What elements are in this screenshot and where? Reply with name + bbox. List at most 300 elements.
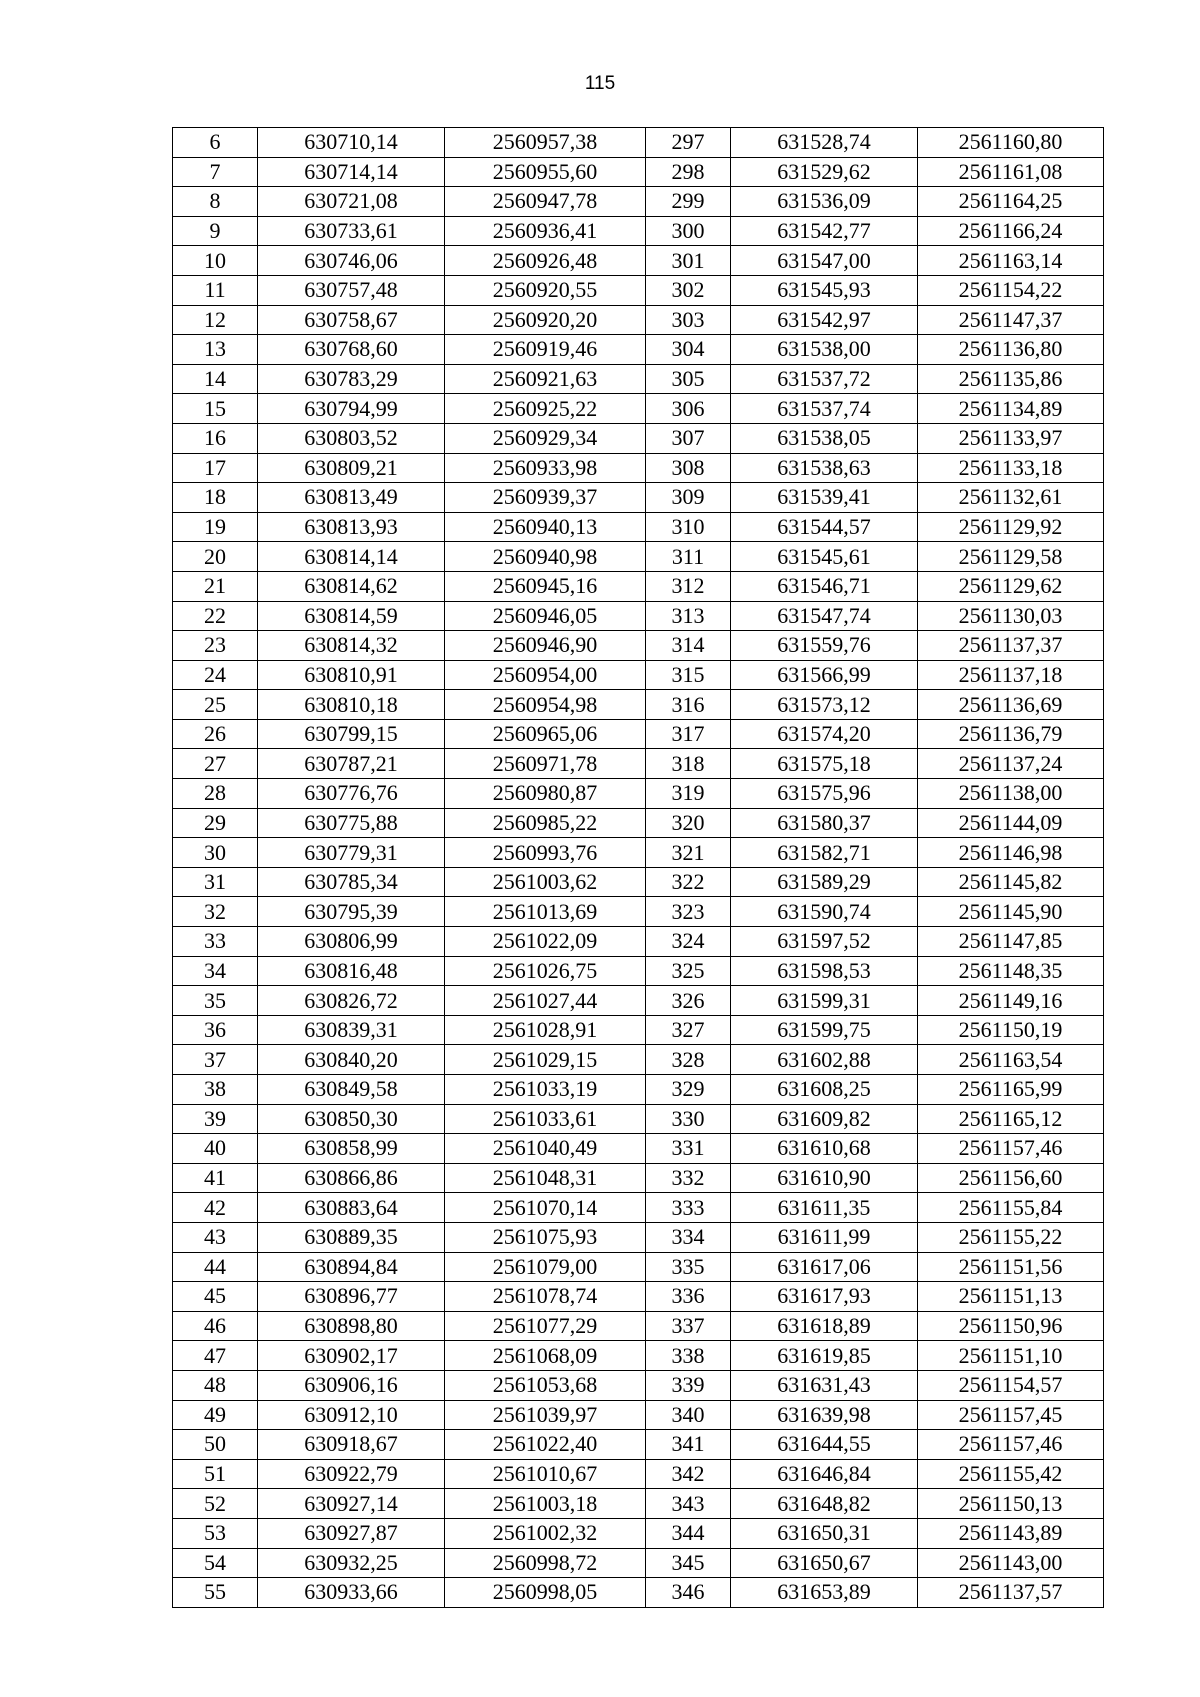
- table-row: [173, 1193, 1104, 1223]
- table-cell-point-number: 314: [646, 631, 731, 661]
- table-row: [173, 956, 1104, 986]
- table-cell-x-coordinate: 631538,63: [731, 453, 918, 483]
- table-cell-y-coordinate: 2561079,00: [445, 1252, 646, 1282]
- table-cell-x-coordinate: 630779,31: [258, 838, 445, 868]
- table-cell-y-coordinate: 2561156,60: [918, 1163, 1104, 1193]
- table-cell-x-coordinate: 631646,84: [731, 1459, 918, 1489]
- table-cell-y-coordinate: 2561145,82: [918, 867, 1104, 897]
- table-cell-point-number: 17: [173, 453, 258, 483]
- table-cell-y-coordinate: 2561078,74: [445, 1282, 646, 1312]
- table-cell-y-coordinate: 2561138,00: [918, 779, 1104, 809]
- table-cell-point-number: 50: [173, 1430, 258, 1460]
- table-cell-x-coordinate: 631580,37: [731, 808, 918, 838]
- table-cell-x-coordinate: 631538,05: [731, 423, 918, 453]
- table-cell-point-number: 340: [646, 1400, 731, 1430]
- table-cell-y-coordinate: 2561147,37: [918, 305, 1104, 335]
- table-row: [173, 1578, 1104, 1608]
- table-cell-point-number: 344: [646, 1518, 731, 1548]
- table-cell-y-coordinate: 2561003,62: [445, 867, 646, 897]
- table-row: [173, 246, 1104, 276]
- table-cell-y-coordinate: 2561163,54: [918, 1045, 1104, 1075]
- table-cell-point-number: 335: [646, 1252, 731, 1282]
- table-cell-x-coordinate: 631589,29: [731, 867, 918, 897]
- table-cell-x-coordinate: 631639,98: [731, 1400, 918, 1430]
- table-cell-y-coordinate: 2561029,15: [445, 1045, 646, 1075]
- table-row: [173, 1370, 1104, 1400]
- table-cell-point-number: 304: [646, 335, 731, 365]
- table-cell-y-coordinate: 2561145,90: [918, 897, 1104, 927]
- table-row: [173, 779, 1104, 809]
- table-cell-point-number: 24: [173, 660, 258, 690]
- table-cell-x-coordinate: 630814,32: [258, 631, 445, 661]
- table-cell-y-coordinate: 2560920,55: [445, 275, 646, 305]
- table-cell-y-coordinate: 2561033,19: [445, 1075, 646, 1105]
- table-cell-point-number: 55: [173, 1578, 258, 1608]
- table-cell-y-coordinate: 2561133,97: [918, 423, 1104, 453]
- table-row: [173, 187, 1104, 217]
- table-cell-point-number: 13: [173, 335, 258, 365]
- table-cell-y-coordinate: 2560921,63: [445, 364, 646, 394]
- table-cell-y-coordinate: 2561151,13: [918, 1282, 1104, 1312]
- table-cell-x-coordinate: 631631,43: [731, 1370, 918, 1400]
- table-cell-x-coordinate: 630806,99: [258, 927, 445, 957]
- table-cell-x-coordinate: 630902,17: [258, 1341, 445, 1371]
- table-cell-point-number: 6: [173, 128, 258, 158]
- table-cell-x-coordinate: 631598,53: [731, 956, 918, 986]
- table-cell-x-coordinate: 631529,62: [731, 157, 918, 187]
- table-cell-point-number: 8: [173, 187, 258, 217]
- table-cell-point-number: 25: [173, 690, 258, 720]
- table-cell-y-coordinate: 2561027,44: [445, 986, 646, 1016]
- table-cell-x-coordinate: 630787,21: [258, 749, 445, 779]
- table-row: [173, 157, 1104, 187]
- table-cell-x-coordinate: 630814,59: [258, 601, 445, 631]
- table-cell-x-coordinate: 630918,67: [258, 1430, 445, 1460]
- table-cell-y-coordinate: 2561151,10: [918, 1341, 1104, 1371]
- table-cell-point-number: 36: [173, 1015, 258, 1045]
- table-cell-x-coordinate: 630932,25: [258, 1548, 445, 1578]
- table-cell-point-number: 333: [646, 1193, 731, 1223]
- table-cell-point-number: 26: [173, 719, 258, 749]
- table-cell-y-coordinate: 2560920,20: [445, 305, 646, 335]
- table-cell-y-coordinate: 2561144,09: [918, 808, 1104, 838]
- table-cell-x-coordinate: 631617,93: [731, 1282, 918, 1312]
- table-cell-point-number: 43: [173, 1222, 258, 1252]
- table-cell-x-coordinate: 630889,35: [258, 1222, 445, 1252]
- table-cell-y-coordinate: 2561040,49: [445, 1134, 646, 1164]
- table-cell-y-coordinate: 2561146,98: [918, 838, 1104, 868]
- table-cell-point-number: 343: [646, 1489, 731, 1519]
- table-cell-point-number: 14: [173, 364, 258, 394]
- table-cell-y-coordinate: 2560947,78: [445, 187, 646, 217]
- table-row: [173, 749, 1104, 779]
- table-cell-y-coordinate: 2561149,16: [918, 986, 1104, 1016]
- table-cell-point-number: 345: [646, 1548, 731, 1578]
- table-cell-y-coordinate: 2561133,18: [918, 453, 1104, 483]
- table-cell-x-coordinate: 630794,99: [258, 394, 445, 424]
- table-cell-point-number: 330: [646, 1104, 731, 1134]
- table-cell-x-coordinate: 630927,87: [258, 1518, 445, 1548]
- table-cell-x-coordinate: 630757,48: [258, 275, 445, 305]
- table-cell-point-number: 311: [646, 542, 731, 572]
- table-row: [173, 1163, 1104, 1193]
- table-cell-point-number: 336: [646, 1282, 731, 1312]
- table-cell-x-coordinate: 630758,67: [258, 305, 445, 335]
- table-cell-point-number: 326: [646, 986, 731, 1016]
- table-cell-x-coordinate: 631610,68: [731, 1134, 918, 1164]
- table-cell-point-number: 334: [646, 1222, 731, 1252]
- table-cell-point-number: 49: [173, 1400, 258, 1430]
- table-cell-y-coordinate: 2561028,91: [445, 1015, 646, 1045]
- table-cell-y-coordinate: 2560957,38: [445, 128, 646, 158]
- table-cell-y-coordinate: 2561026,75: [445, 956, 646, 986]
- table-cell-point-number: 54: [173, 1548, 258, 1578]
- table-cell-x-coordinate: 631566,99: [731, 660, 918, 690]
- table-cell-point-number: 321: [646, 838, 731, 868]
- table-cell-x-coordinate: 631547,00: [731, 246, 918, 276]
- table-cell-y-coordinate: 2560940,98: [445, 542, 646, 572]
- table-cell-x-coordinate: 631644,55: [731, 1430, 918, 1460]
- table-cell-y-coordinate: 2561150,13: [918, 1489, 1104, 1519]
- table-cell-y-coordinate: 2561003,18: [445, 1489, 646, 1519]
- table-cell-y-coordinate: 2560926,48: [445, 246, 646, 276]
- table-cell-x-coordinate: 630714,14: [258, 157, 445, 187]
- table-cell-x-coordinate: 631582,71: [731, 838, 918, 868]
- table-cell-y-coordinate: 2560954,00: [445, 660, 646, 690]
- table-cell-point-number: 21: [173, 571, 258, 601]
- table-cell-y-coordinate: 2561070,14: [445, 1193, 646, 1223]
- table-cell-point-number: 31: [173, 867, 258, 897]
- table-row: [173, 1489, 1104, 1519]
- table-cell-point-number: 45: [173, 1282, 258, 1312]
- table-cell-x-coordinate: 630746,06: [258, 246, 445, 276]
- table-cell-point-number: 42: [173, 1193, 258, 1223]
- table-cell-x-coordinate: 631602,88: [731, 1045, 918, 1075]
- table-cell-y-coordinate: 2561137,57: [918, 1578, 1104, 1608]
- table-cell-y-coordinate: 2561068,09: [445, 1341, 646, 1371]
- table-row: [173, 364, 1104, 394]
- table-cell-y-coordinate: 2561150,96: [918, 1311, 1104, 1341]
- table-cell-y-coordinate: 2561148,35: [918, 956, 1104, 986]
- table-row: [173, 719, 1104, 749]
- table-cell-point-number: 38: [173, 1075, 258, 1105]
- table-cell-y-coordinate: 2561013,69: [445, 897, 646, 927]
- table-cell-y-coordinate: 2561136,69: [918, 690, 1104, 720]
- table-cell-y-coordinate: 2560919,46: [445, 335, 646, 365]
- table-row: [173, 1400, 1104, 1430]
- table-cell-point-number: 339: [646, 1370, 731, 1400]
- table-cell-x-coordinate: 630826,72: [258, 986, 445, 1016]
- table-cell-y-coordinate: 2561143,00: [918, 1548, 1104, 1578]
- table-cell-point-number: 47: [173, 1341, 258, 1371]
- table-cell-x-coordinate: 631545,61: [731, 542, 918, 572]
- table-cell-x-coordinate: 630814,14: [258, 542, 445, 572]
- table-cell-x-coordinate: 630783,29: [258, 364, 445, 394]
- table-cell-point-number: 302: [646, 275, 731, 305]
- table-cell-y-coordinate: 2561155,84: [918, 1193, 1104, 1223]
- table-cell-point-number: 23: [173, 631, 258, 661]
- table-cell-point-number: 317: [646, 719, 731, 749]
- table-cell-y-coordinate: 2561165,12: [918, 1104, 1104, 1134]
- table-row: [173, 1282, 1104, 1312]
- page-number: 115: [584, 73, 616, 94]
- table-cell-x-coordinate: 631648,82: [731, 1489, 918, 1519]
- table-cell-x-coordinate: 630858,99: [258, 1134, 445, 1164]
- table-cell-x-coordinate: 631575,96: [731, 779, 918, 809]
- table-cell-point-number: 341: [646, 1430, 731, 1460]
- table-cell-point-number: 301: [646, 246, 731, 276]
- table-cell-x-coordinate: 631537,72: [731, 364, 918, 394]
- table-cell-point-number: 313: [646, 601, 731, 631]
- table-cell-y-coordinate: 2561134,89: [918, 394, 1104, 424]
- table-row: [173, 1134, 1104, 1164]
- table-cell-x-coordinate: 630809,21: [258, 453, 445, 483]
- table-cell-point-number: 28: [173, 779, 258, 809]
- table-cell-x-coordinate: 630813,49: [258, 483, 445, 513]
- table-cell-point-number: 338: [646, 1341, 731, 1371]
- table-cell-x-coordinate: 631608,25: [731, 1075, 918, 1105]
- table-cell-x-coordinate: 630768,60: [258, 335, 445, 365]
- table-cell-point-number: 331: [646, 1134, 731, 1164]
- table-cell-point-number: 298: [646, 157, 731, 187]
- table-cell-x-coordinate: 631618,89: [731, 1311, 918, 1341]
- table-cell-x-coordinate: 631650,31: [731, 1518, 918, 1548]
- table-cell-point-number: 309: [646, 483, 731, 513]
- table-cell-point-number: 323: [646, 897, 731, 927]
- table-cell-x-coordinate: 631574,20: [731, 719, 918, 749]
- table-row: [173, 571, 1104, 601]
- table-row: [173, 660, 1104, 690]
- table-row: [173, 927, 1104, 957]
- table-cell-y-coordinate: 2561129,58: [918, 542, 1104, 572]
- table-row: [173, 335, 1104, 365]
- table-cell-y-coordinate: 2561022,09: [445, 927, 646, 957]
- table-cell-x-coordinate: 630710,14: [258, 128, 445, 158]
- table-cell-point-number: 15: [173, 394, 258, 424]
- table-cell-y-coordinate: 2560955,60: [445, 157, 646, 187]
- table-cell-x-coordinate: 630912,10: [258, 1400, 445, 1430]
- table-cell-point-number: 318: [646, 749, 731, 779]
- table-cell-point-number: 40: [173, 1134, 258, 1164]
- table-cell-x-coordinate: 630933,66: [258, 1578, 445, 1608]
- table-row: [173, 1518, 1104, 1548]
- table-cell-y-coordinate: 2560936,41: [445, 216, 646, 246]
- table-cell-point-number: 53: [173, 1518, 258, 1548]
- table-cell-y-coordinate: 2561154,57: [918, 1370, 1104, 1400]
- table-cell-point-number: 37: [173, 1045, 258, 1075]
- table-row: [173, 1045, 1104, 1075]
- table-cell-point-number: 11: [173, 275, 258, 305]
- table-row: [173, 275, 1104, 305]
- table-cell-point-number: 320: [646, 808, 731, 838]
- table-cell-y-coordinate: 2561151,56: [918, 1252, 1104, 1282]
- table-cell-y-coordinate: 2560971,78: [445, 749, 646, 779]
- table-cell-y-coordinate: 2561129,62: [918, 571, 1104, 601]
- table-cell-y-coordinate: 2561163,14: [918, 246, 1104, 276]
- table-cell-y-coordinate: 2561053,68: [445, 1370, 646, 1400]
- table-cell-y-coordinate: 2561137,24: [918, 749, 1104, 779]
- table-cell-x-coordinate: 631611,99: [731, 1222, 918, 1252]
- table-cell-point-number: 325: [646, 956, 731, 986]
- table-cell-y-coordinate: 2560945,16: [445, 571, 646, 601]
- table-cell-x-coordinate: 630840,20: [258, 1045, 445, 1075]
- table-cell-y-coordinate: 2561157,46: [918, 1134, 1104, 1164]
- table-cell-point-number: 41: [173, 1163, 258, 1193]
- table-cell-point-number: 322: [646, 867, 731, 897]
- table-cell-x-coordinate: 631575,18: [731, 749, 918, 779]
- table-row: [173, 1222, 1104, 1252]
- table-cell-y-coordinate: 2560929,34: [445, 423, 646, 453]
- table-cell-x-coordinate: 631545,93: [731, 275, 918, 305]
- table-cell-x-coordinate: 630733,61: [258, 216, 445, 246]
- table-cell-x-coordinate: 631610,90: [731, 1163, 918, 1193]
- table-cell-y-coordinate: 2560925,22: [445, 394, 646, 424]
- table-cell-x-coordinate: 630849,58: [258, 1075, 445, 1105]
- table-cell-y-coordinate: 2561154,22: [918, 275, 1104, 305]
- table-cell-point-number: 48: [173, 1370, 258, 1400]
- table-cell-x-coordinate: 631542,77: [731, 216, 918, 246]
- table-row: [173, 808, 1104, 838]
- table-cell-x-coordinate: 630814,62: [258, 571, 445, 601]
- table-row: [173, 1075, 1104, 1105]
- table-cell-y-coordinate: 2561033,61: [445, 1104, 646, 1134]
- table-cell-point-number: 29: [173, 808, 258, 838]
- table-cell-point-number: 324: [646, 927, 731, 957]
- table-cell-y-coordinate: 2561002,32: [445, 1518, 646, 1548]
- table-cell-x-coordinate: 630775,88: [258, 808, 445, 838]
- coordinates-table-body: [173, 128, 1104, 1608]
- table-cell-y-coordinate: 2560954,98: [445, 690, 646, 720]
- table-cell-x-coordinate: 630813,93: [258, 512, 445, 542]
- table-row: [173, 453, 1104, 483]
- table-cell-point-number: 303: [646, 305, 731, 335]
- table-row: [173, 897, 1104, 927]
- table-cell-x-coordinate: 631546,71: [731, 571, 918, 601]
- table-cell-point-number: 18: [173, 483, 258, 513]
- table-cell-point-number: 315: [646, 660, 731, 690]
- table-cell-y-coordinate: 2561150,19: [918, 1015, 1104, 1045]
- table-cell-y-coordinate: 2561129,92: [918, 512, 1104, 542]
- table-cell-y-coordinate: 2560933,98: [445, 453, 646, 483]
- table-cell-x-coordinate: 631528,74: [731, 128, 918, 158]
- table-cell-y-coordinate: 2561161,08: [918, 157, 1104, 187]
- table-cell-y-coordinate: 2561075,93: [445, 1222, 646, 1252]
- table-cell-point-number: 16: [173, 423, 258, 453]
- table-cell-point-number: 306: [646, 394, 731, 424]
- table-cell-y-coordinate: 2560998,05: [445, 1578, 646, 1608]
- table-cell-x-coordinate: 631611,35: [731, 1193, 918, 1223]
- table-cell-y-coordinate: 2561157,46: [918, 1430, 1104, 1460]
- table-cell-point-number: 44: [173, 1252, 258, 1282]
- table-cell-y-coordinate: 2561048,31: [445, 1163, 646, 1193]
- table-cell-point-number: 35: [173, 986, 258, 1016]
- table-cell-y-coordinate: 2560993,76: [445, 838, 646, 868]
- table-cell-y-coordinate: 2561010,67: [445, 1459, 646, 1489]
- table-cell-x-coordinate: 630776,76: [258, 779, 445, 809]
- table-cell-y-coordinate: 2561155,42: [918, 1459, 1104, 1489]
- table-cell-x-coordinate: 630810,91: [258, 660, 445, 690]
- table-cell-y-coordinate: 2560998,72: [445, 1548, 646, 1578]
- table-cell-y-coordinate: 2561136,79: [918, 719, 1104, 749]
- table-cell-x-coordinate: 630906,16: [258, 1370, 445, 1400]
- table-row: [173, 305, 1104, 335]
- table-cell-point-number: 332: [646, 1163, 731, 1193]
- table-cell-x-coordinate: 630816,48: [258, 956, 445, 986]
- table-row: [173, 483, 1104, 513]
- table-cell-x-coordinate: 631547,74: [731, 601, 918, 631]
- table-row: [173, 512, 1104, 542]
- table-cell-point-number: 19: [173, 512, 258, 542]
- table-cell-y-coordinate: 2561160,80: [918, 128, 1104, 158]
- table-cell-point-number: 34: [173, 956, 258, 986]
- table-row: [173, 1548, 1104, 1578]
- table-cell-x-coordinate: 630721,08: [258, 187, 445, 217]
- table-row: [173, 216, 1104, 246]
- table-cell-point-number: 27: [173, 749, 258, 779]
- table-cell-x-coordinate: 630803,52: [258, 423, 445, 453]
- table-cell-point-number: 310: [646, 512, 731, 542]
- table-cell-y-coordinate: 2561136,80: [918, 335, 1104, 365]
- table-cell-y-coordinate: 2561077,29: [445, 1311, 646, 1341]
- table-cell-x-coordinate: 630850,30: [258, 1104, 445, 1134]
- table-row: [173, 631, 1104, 661]
- table-cell-x-coordinate: 630922,79: [258, 1459, 445, 1489]
- table-cell-point-number: 342: [646, 1459, 731, 1489]
- table-cell-x-coordinate: 631542,97: [731, 305, 918, 335]
- table-row: [173, 128, 1104, 158]
- table-cell-x-coordinate: 631609,82: [731, 1104, 918, 1134]
- table-cell-x-coordinate: 631590,74: [731, 897, 918, 927]
- table-cell-y-coordinate: 2561137,37: [918, 631, 1104, 661]
- table-cell-point-number: 337: [646, 1311, 731, 1341]
- table-cell-y-coordinate: 2561130,03: [918, 601, 1104, 631]
- table-cell-x-coordinate: 630795,39: [258, 897, 445, 927]
- table-cell-point-number: 10: [173, 246, 258, 276]
- table-row: [173, 394, 1104, 424]
- table-row: [173, 986, 1104, 1016]
- table-cell-point-number: 316: [646, 690, 731, 720]
- table-cell-y-coordinate: 2560939,37: [445, 483, 646, 513]
- table-cell-y-coordinate: 2560940,13: [445, 512, 646, 542]
- table-cell-y-coordinate: 2561164,25: [918, 187, 1104, 217]
- table-cell-y-coordinate: 2560946,90: [445, 631, 646, 661]
- table-cell-x-coordinate: 630785,34: [258, 867, 445, 897]
- table-row: [173, 1459, 1104, 1489]
- table-row: [173, 1252, 1104, 1282]
- table-cell-x-coordinate: 630839,31: [258, 1015, 445, 1045]
- table-row: [173, 1015, 1104, 1045]
- table-cell-point-number: 319: [646, 779, 731, 809]
- table-cell-point-number: 346: [646, 1578, 731, 1608]
- table-cell-x-coordinate: 630927,14: [258, 1489, 445, 1519]
- table-row: [173, 1430, 1104, 1460]
- table-cell-y-coordinate: 2561022,40: [445, 1430, 646, 1460]
- table-cell-x-coordinate: 631599,75: [731, 1015, 918, 1045]
- table-cell-point-number: 52: [173, 1489, 258, 1519]
- table-cell-y-coordinate: 2560985,22: [445, 808, 646, 838]
- table-row: [173, 838, 1104, 868]
- table-row: [173, 867, 1104, 897]
- table-cell-point-number: 22: [173, 601, 258, 631]
- table-cell-point-number: 308: [646, 453, 731, 483]
- table-cell-point-number: 12: [173, 305, 258, 335]
- table-row: [173, 542, 1104, 572]
- table-cell-x-coordinate: 631619,85: [731, 1341, 918, 1371]
- table-cell-x-coordinate: 631544,57: [731, 512, 918, 542]
- table-cell-x-coordinate: 631537,74: [731, 394, 918, 424]
- table-cell-x-coordinate: 631617,06: [731, 1252, 918, 1282]
- table-cell-point-number: 9: [173, 216, 258, 246]
